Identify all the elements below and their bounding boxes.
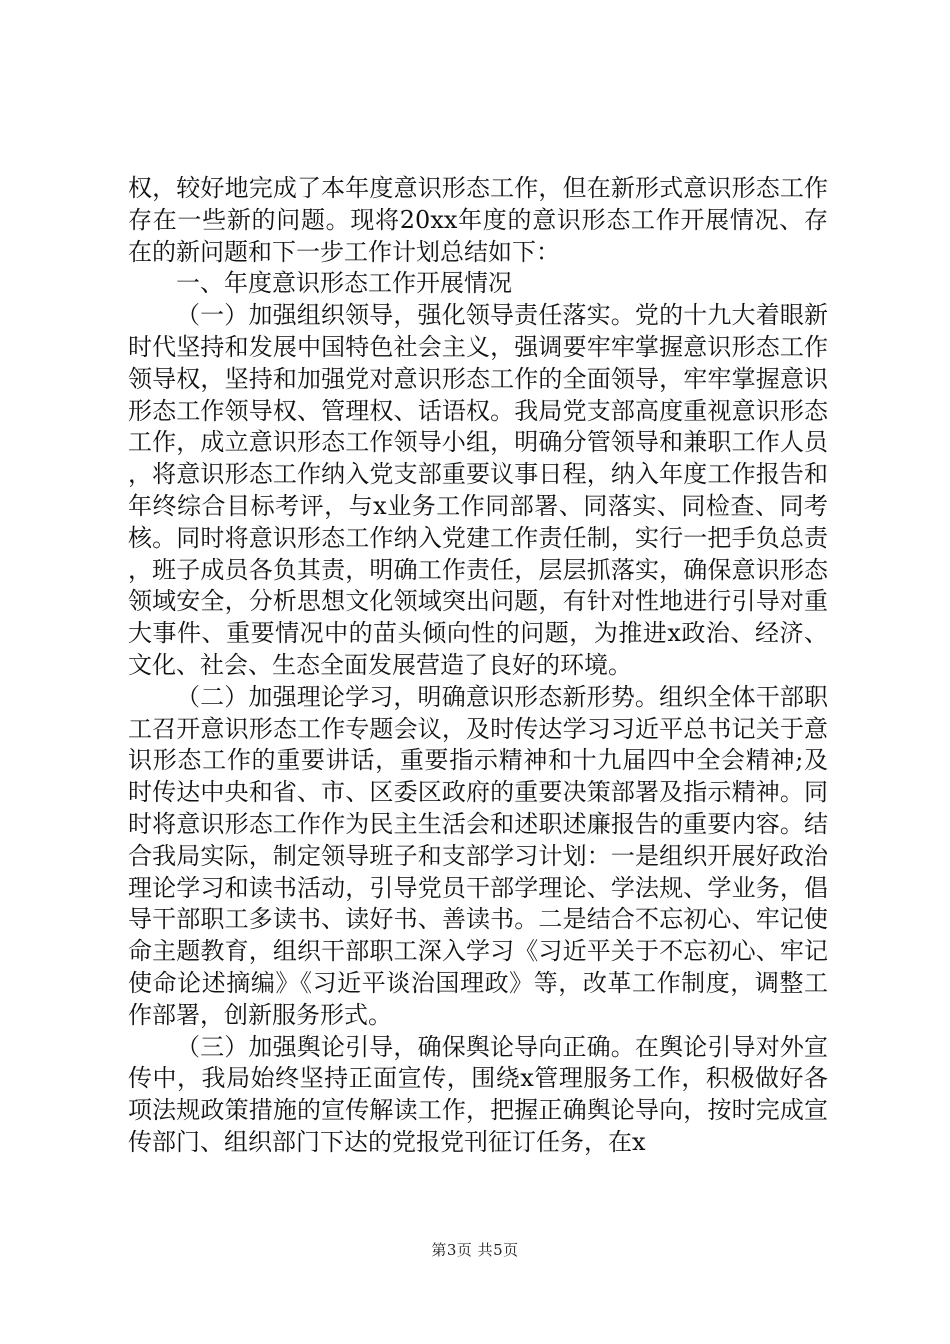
page-number-footer: 第3页 共5页 [431,1241,519,1259]
paragraph-organization-leadership: （一）加强组织领导，强化领导责任落实。党的十九大着眼新时代坚持和发展中国特色社会主义，强调要牢牢掌握意识形态工作领导权，坚持和加强党对意识形态工作的全面领导，牢牢掌握意识形态工作领导权、管理权、话语权。我局党支部高度重视意识形态工作，成立意识形态工作领导小组，明确分管领导和兼职工作人员，将意识形态工作纳入党支部重要议事日程，纳入年度工作报告和年终综合目标考评，与x业务工作同部署、同落实、同检查、同考核。同时将意识形态工作纳入党建工作责任制，实行一把手负总责，班子成员各负其责，明确工作责任，层层抓落实，确保意识形态领域安全，分析思想文化领域突出问题，有针对性地进行引导对重大事件、重要情况中的苗头倾向性的问题，为推进x政治、经济、文化、社会、生态全面发展营造了良好的环境。 [128,301,828,679]
document-body [128,173,828,1159]
paragraph-continuation: 权，较好地完成了本年度意识形态工作，但在新形式意识形态工作存在一些新的问题。现将20xx年度的意识形态工作开展情况、存在的新问题和下一步工作计划总结如下： [128,174,828,266]
paragraph-public-opinion: （三）加强舆论引导，确保舆论导向正确。在舆论引导对外宣传中，我局始终坚持正面宣传，围绕x管理服务工作，积极做好各项法规政策措施的宣传解读工作，把握正确舆论导向，按时完成宣传部门、组织部门下达的党报党刊征订任务，在x [128,1032,828,1156]
section-heading: 一、年度意识形态工作开展情况 [176,269,512,298]
paragraph-theory-study: （二）加强理论学习，明确意识形态新形势。组织全体干部职工召开意识形态工作专题会议，及时传达学习习近平总书记关于意识形态工作的重要讲话，重要指示精神和十九届四中全会精神;及时传达中央和省、市、区委区政府的重要决策部署及指示精神。同时将意识形态工作作为民主生活会和述职述廉报告的重要内容。结合我局实际，制定领导班子和支部学习计划：一是组织开展好政治理论学习和读书活动，引导党员干部学理论、学法规、学业务，倡导干部职工多读书、读好书、善读书。二是结合不忘初心、牢记使命主题教育，组织干部职工深入学习《习近平关于不忘初心、牢记使命论述摘编》《习近平谈治国理政》等，改革工作制度，调整工作部署，创新服务形式。 [128,682,828,1029]
